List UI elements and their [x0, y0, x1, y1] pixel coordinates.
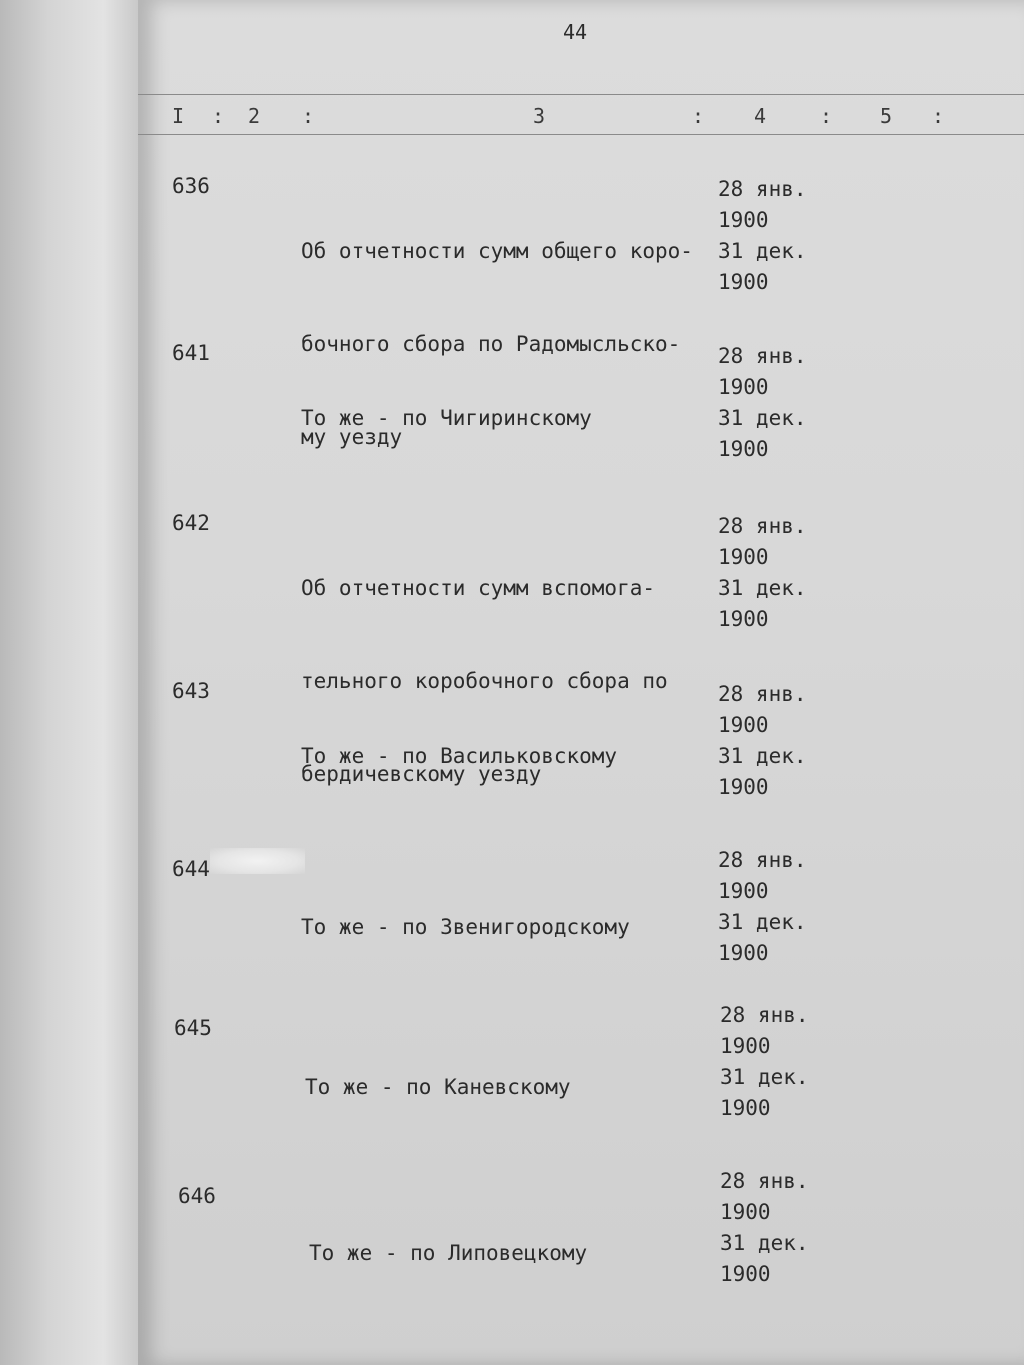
record-dates: [718, 341, 807, 465]
record-title-line: То же - по Каневскому: [305, 1075, 571, 1099]
column-separator: :: [212, 104, 225, 128]
column-header-2: 2: [248, 104, 261, 128]
correction-smudge: [210, 848, 305, 874]
record-dates: [720, 1000, 809, 1124]
start-year: 1900: [718, 375, 769, 399]
record-number: 644: [172, 857, 210, 881]
start-date: 28 янв.: [718, 514, 807, 538]
page-number: 44: [563, 20, 588, 44]
end-year: 1900: [718, 941, 769, 965]
header-top-rule: [138, 94, 1024, 95]
record-dates: [720, 1166, 809, 1290]
record-title-line: бердичевскому уезду: [301, 762, 542, 786]
record-title-line: тельного коробочного сбора по: [301, 669, 668, 693]
end-date: 31 дек.: [718, 239, 807, 263]
record-dates: [718, 174, 807, 298]
end-year: 1900: [718, 437, 769, 461]
start-date: 28 янв.: [718, 177, 807, 201]
end-year: 1900: [718, 270, 769, 294]
end-date: 31 дек.: [720, 1231, 809, 1255]
end-date: 31 дек.: [720, 1065, 809, 1089]
record-title-line: То же - по Васильковскому: [301, 744, 618, 768]
column-separator: :: [820, 104, 833, 128]
record-title: [305, 1010, 725, 1165]
start-year: 1900: [720, 1034, 771, 1058]
record-number: 645: [174, 1016, 212, 1040]
column-header-4: 4: [754, 104, 767, 128]
column-separator: :: [932, 104, 945, 128]
record-number: 636: [172, 174, 210, 198]
end-date: 31 дек.: [718, 406, 807, 430]
start-year: 1900: [718, 545, 769, 569]
record-title-line: То же - по Чигиринскому: [301, 406, 592, 430]
record-dates: [718, 511, 807, 635]
record-dates: [718, 845, 807, 969]
record-dates: [718, 679, 807, 803]
record-title-line: Об отчетности сумм вспомога-: [301, 576, 656, 600]
record-title-line: му уезду: [301, 425, 403, 449]
start-year: 1900: [718, 713, 769, 737]
start-year: 1900: [718, 879, 769, 903]
start-date: 28 янв.: [720, 1003, 809, 1027]
record-number: 646: [178, 1184, 216, 1208]
start-date: 28 янв.: [718, 344, 807, 368]
header-bottom-rule: [138, 134, 1024, 135]
end-date: 31 дек.: [718, 576, 807, 600]
record-title-line: Об отчетности сумм общего коро-: [301, 239, 693, 263]
end-year: 1900: [718, 775, 769, 799]
record-title-line: То же - по Липовецкому: [309, 1241, 588, 1265]
record-title: [301, 341, 721, 496]
start-date: 28 янв.: [718, 848, 807, 872]
start-year: 1900: [720, 1200, 771, 1224]
end-date: 31 дек.: [718, 910, 807, 934]
start-date: 28 янв.: [718, 682, 807, 706]
record-title-line: То же - по Звенигородскому: [301, 915, 630, 939]
column-separator: :: [302, 104, 315, 128]
column-separator: :: [692, 104, 705, 128]
end-year: 1900: [720, 1262, 771, 1286]
start-year: 1900: [718, 208, 769, 232]
record-number: 642: [172, 511, 210, 535]
column-header-3: 3: [533, 104, 546, 128]
column-header-1: I: [172, 104, 185, 128]
record-title-line: бочного сбора по Радомысльско-: [301, 332, 681, 356]
record-number: 641: [172, 341, 210, 365]
column-header-5: 5: [880, 104, 893, 128]
previous-page-edge: [0, 0, 138, 1365]
record-title: [301, 679, 721, 834]
record-title: [309, 1176, 729, 1331]
end-date: 31 дек.: [718, 744, 807, 768]
record-title: [301, 850, 721, 1005]
start-date: 28 янв.: [720, 1169, 809, 1193]
record-number: 643: [172, 679, 210, 703]
end-year: 1900: [718, 607, 769, 631]
end-year: 1900: [720, 1096, 771, 1120]
